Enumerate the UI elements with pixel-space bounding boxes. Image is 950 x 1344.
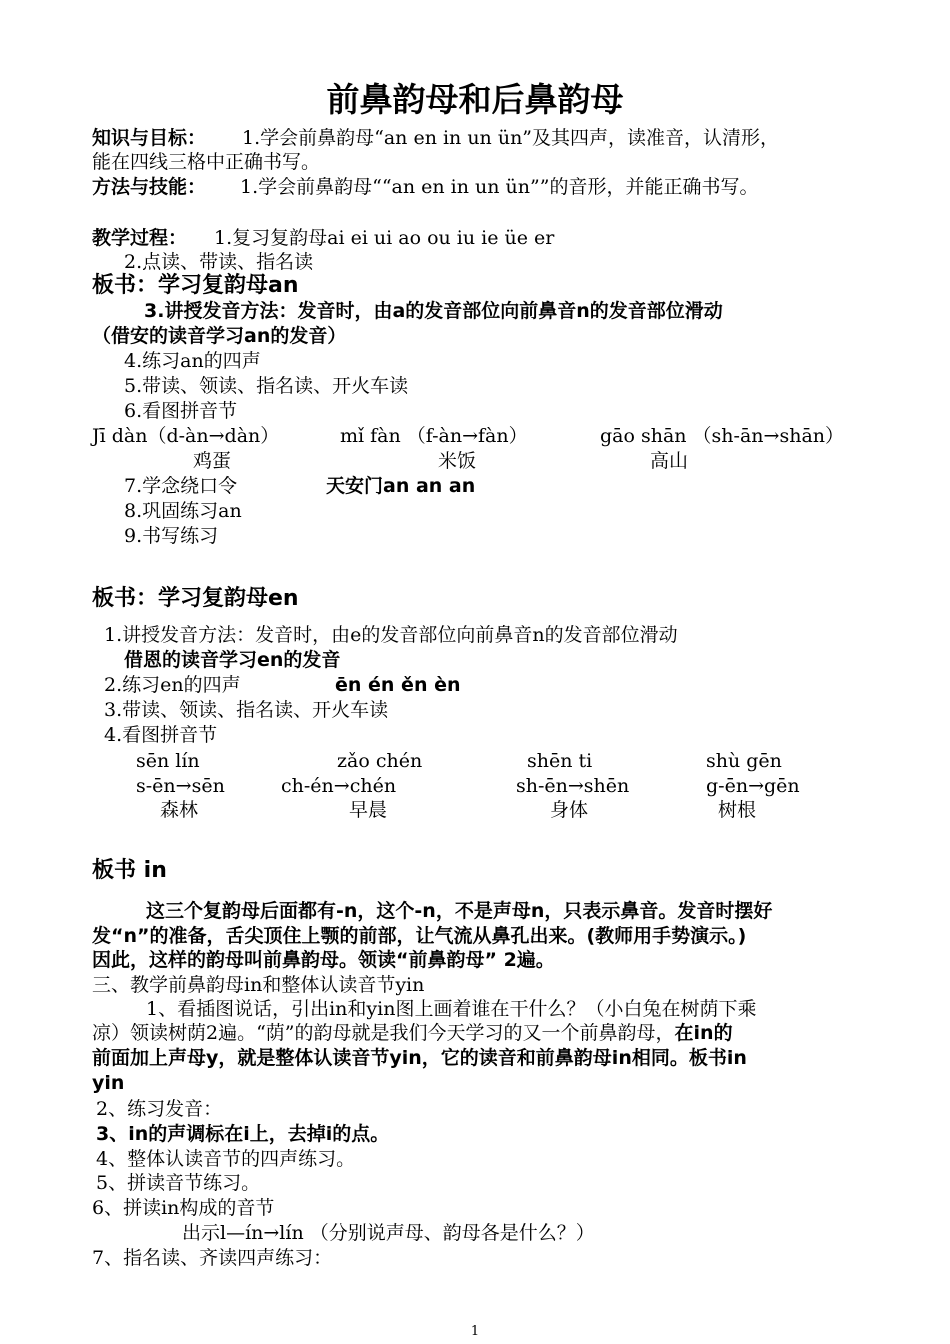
an-step-6: 6.看图拼音节 — [124, 400, 238, 422]
an-pinyin-2: mǐ fàn （f-àn→fàn） — [340, 425, 528, 447]
in-step-3: 3、in的声调标在i上，去掉i的点。 — [96, 1123, 390, 1145]
an-step-9: 9.书写练习 — [124, 525, 219, 547]
in-step-7: 7、指名读、齐读四声练习： — [92, 1247, 333, 1269]
in-para-3: 因此，这样的韵母叫前鼻韵母。领读“前鼻韵母” 2遍。 — [92, 949, 555, 971]
en-word-2: 早晨 — [349, 799, 388, 821]
in-step-5: 5、拼读音节练习。 — [96, 1172, 261, 1194]
en-step-1b: 借恩的读音学习en的发音 — [124, 649, 341, 671]
en-step-1: 1.讲授发音方法：发音时，由e的发音部位向前鼻音n的发音部位滑动 — [104, 624, 678, 646]
page-title: 前鼻韵母和后鼻韵母 — [326, 80, 624, 119]
en-word-3: 身体 — [550, 799, 589, 821]
en-spell-3: sh-ēn→shēn — [516, 775, 630, 797]
en-step-2: 2.练习en的四声 — [104, 674, 241, 696]
en-word-4: 树根 — [718, 799, 757, 821]
in-step-6: 6、拼读in构成的音节 — [92, 1197, 275, 1219]
in-step-2: 2、练习发音： — [96, 1098, 223, 1120]
in-s1-line-c: 前面加上声母y，就是整体认读音节yin，它的读音和前鼻韵母in相同。板书in — [92, 1047, 747, 1069]
in-step-6b: 出示l—ín→lín （分别说声母、韵母各是什么？） — [182, 1222, 595, 1244]
goal-text-2: 能在四线三格中正确书写。 — [92, 151, 321, 173]
en-word-1: 森林 — [160, 799, 199, 821]
in-s1-line-d: yin — [92, 1072, 125, 1094]
an-step-5: 5.带读、领读、指名读、开火车读 — [124, 375, 409, 397]
en-tones: ēn én ěn èn — [335, 674, 461, 696]
goal-text-1: 1.学会前鼻韵母“an en in un ün”及其四声，读准音，认清形， — [242, 127, 780, 149]
an-heading: 板书：学习复韵母an — [92, 273, 299, 298]
an-step-3a: 3.讲授发音方法：发音时，由a的发音部位向前鼻音n的发音部位滑动 — [144, 300, 723, 322]
an-pinyin-1: Jī dàn（d-àn→dàn） — [92, 425, 280, 447]
en-pinyin-1: sēn lín — [136, 750, 200, 772]
an-step-4: 4.练习an的四声 — [124, 350, 261, 372]
an-word-2: 米饭 — [438, 450, 477, 472]
goal-label: 知识与目标： — [92, 127, 207, 149]
en-spell-2: ch-én→chén — [281, 775, 397, 797]
an-tongue-twister: 天安门an an an — [326, 475, 476, 497]
en-spell-1: s-ēn→sēn — [136, 775, 225, 797]
en-pinyin-4: shù gēn — [706, 750, 782, 772]
in-para-1: 这三个复韵母后面都有-n，这个-n，不是声母n，只表示鼻音。发音时摆好 — [146, 900, 773, 922]
an-step-8: 8.巩固练习an — [124, 500, 242, 522]
an-pinyin-3: gāo shān （sh-ān→shān） — [600, 425, 845, 447]
an-step-7: 7.学念绕口令 — [124, 475, 238, 497]
en-spell-4: g-ēn→gēn — [706, 775, 800, 797]
page-number: 1 — [470, 1324, 480, 1339]
method-text: 1.学会前鼻韵母““an en in un ün””的音形，并能正确书写。 — [240, 176, 759, 198]
method-label: 方法与技能： — [92, 176, 207, 198]
en-heading: 板书：学习复韵母en — [92, 586, 299, 611]
en-pinyin-2: zǎo chén — [337, 750, 423, 772]
process-label: 教学过程： — [92, 227, 188, 249]
en-step-4: 4.看图拼音节 — [104, 724, 218, 746]
process-step-1: 1.复习复韵母ai ei ui ao ou iu ie üe er — [214, 227, 555, 249]
an-step-3b: （借安的读音学习an的发音） — [92, 325, 347, 347]
in-section-3: 三、教学前鼻韵母in和整体认读音节yin — [92, 974, 425, 996]
in-para-2: 发“n”的准备，舌尖顶住上颚的前部，让气流从鼻孔出来。(教师用手势演示。) — [92, 925, 747, 947]
in-s1-line-b-text: 凉）领读树荫2遍。“荫”的韵母就是我们今天学习的又一个前鼻韵母， — [92, 1022, 675, 1044]
an-word-1: 鸡蛋 — [193, 450, 232, 472]
in-step-4: 4、整体认读音节的四声练习。 — [96, 1148, 356, 1170]
process-step-2: 2.点读、带读、指名读 — [124, 251, 314, 273]
in-heading: 板书 in — [92, 858, 167, 883]
an-word-3: 高山 — [650, 450, 689, 472]
en-step-3: 3.带读、领读、指名读、开火车读 — [104, 699, 389, 721]
en-pinyin-3: shēn ti — [527, 750, 593, 772]
in-s1-line-b — [92, 1021, 733, 1045]
in-s1-line-b-bold: 在in的 — [674, 1022, 733, 1044]
in-s1-line-a: 1、看插图说话，引出in和yin图上画着谁在干什么？（小白兔在树荫下乘 — [146, 998, 757, 1020]
